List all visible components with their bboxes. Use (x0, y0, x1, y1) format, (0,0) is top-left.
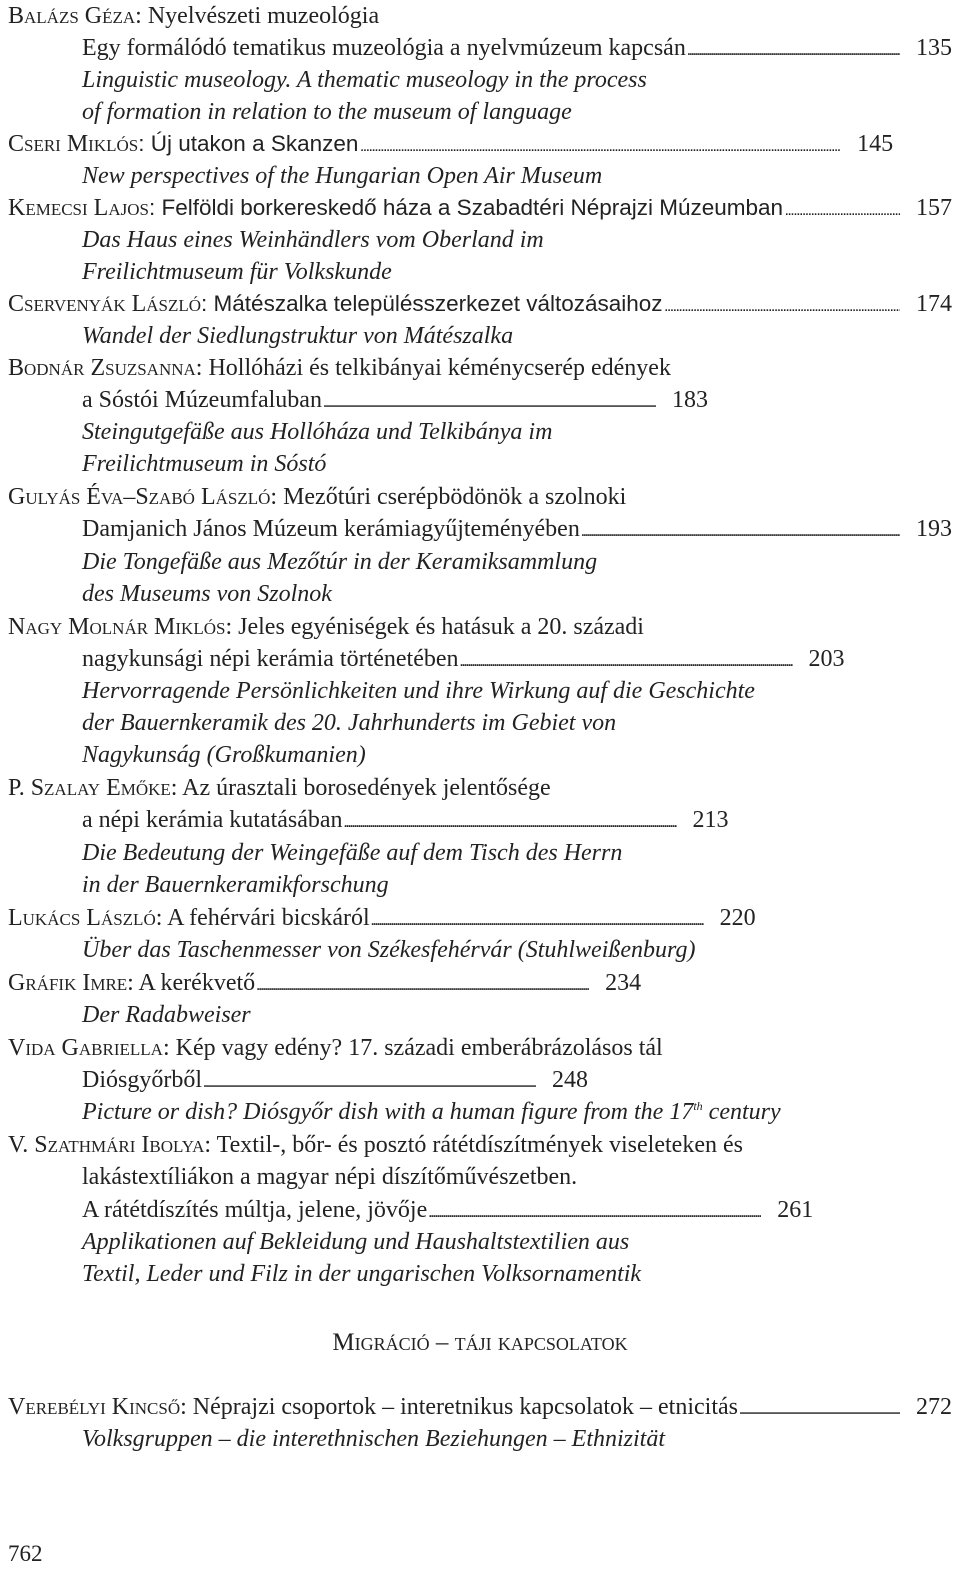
toc-entry-title-line[interactable]: Lukács László: A fehérvári bicskáról . . . 220 (8, 902, 952, 934)
toc-entry-heading: Bodnár Zsuzsanna: Hollóházi és telkibányai kéménycserép edények (8, 355, 671, 381)
toc-entry-heading: Gulyás Éva–Szabó László: Mezőtúri cserépbödönök a szolnoki (8, 484, 627, 510)
entry-title: nagykunsági népi kerámia történetében (82, 646, 459, 672)
toc-entry-heading: Balázs Géza: Nyelvészeti muzeológia (8, 3, 380, 29)
entry-translation: of formation in relation to the museum of language (82, 99, 572, 125)
entry-translation: Freilichtmuseum in Sóstó (82, 451, 327, 477)
entry-author: Nagy Molnár Miklós (8, 614, 226, 640)
entry-title: Nyelvészeti muzeológia (147, 3, 380, 29)
entry-author: Balázs Géza (8, 3, 136, 29)
section-heading: Migráció – táji kapcsolatok (332, 1329, 628, 1356)
entry-author: Bodnár Zsuzsanna (8, 355, 196, 381)
superscript: th (693, 1099, 703, 1113)
entry-title: A fehérvári bicskáról (167, 905, 370, 931)
toc-entry-heading: P. Szalay Emőke: Az úrasztali borosedények jelentősége (8, 775, 551, 801)
entry-title: Az úrasztali borosedények jelentősége (182, 775, 551, 801)
toc-entry-title-line[interactable] (82, 1194, 952, 1226)
toc-entry-title-line[interactable]: Cseri Miklós: Új utakon a Skanzen . . . 145 (8, 128, 952, 160)
page-number: 145 (857, 131, 894, 157)
page-number: 157 (916, 195, 952, 221)
toc-entry-title-line[interactable] (82, 384, 952, 416)
entry-translation: Picture or dish? Diósgyőr dish with a human figure from the 17th century (82, 1099, 781, 1125)
entry-translation: der Bauernkeramik des 20. Jahrhunderts im Gebiet von (82, 710, 617, 736)
entry-title: Textil-, bőr- és posztó rátétdíszítmények viseleteken és (216, 1132, 743, 1158)
entry-author: Gulyás Éva–Szabó László (8, 484, 271, 510)
toc-entry-title-line[interactable]: Kemecsi Lajos: Felföldi borkereskedő háza a Szabadtéri Néprajzi Múzeumban . . . 157 (8, 192, 952, 224)
entry-author: P. Szalay Emőke (8, 775, 171, 801)
toc-entry-title-line[interactable]: Cservenyák László: Mátészalka településszerkezet változásaihoz . . . 174 (8, 288, 952, 320)
entry-title: Damjanich János Múzeum kerámiagyűjteményében (82, 516, 580, 542)
entry-author: Cseri Miklós (8, 131, 139, 157)
page-number: 213 (692, 807, 729, 833)
toc-entry-heading: Nagy Molnár Miklós: Jeles egyéniségek és hatásuk a 20. századi (8, 614, 644, 640)
toc-entry-title-line[interactable] (82, 1064, 952, 1096)
entry-author: Lukács László (8, 905, 156, 931)
entry-title: Új utakon a Skanzen (150, 131, 359, 156)
entry-translation: Steingutgefäße aus Hollóháza und Telkibánya im (82, 419, 553, 445)
entry-title: A rátétdíszítés múltja, jelene, jövője (82, 1197, 428, 1223)
entry-title: Néprajzi csoportok – interetnikus kapcsolatok – etnicitás (192, 1394, 738, 1420)
entry-title: Egy formálódó tematikus muzeológia a nyelvmúzeum kapcsán (82, 35, 686, 61)
entry-title: Jeles egyéniségek és hatásuk a 20. századi (238, 614, 644, 640)
entry-translation: Linguistic museology. A thematic museology in the process (82, 67, 647, 93)
entry-title: Mezőtúri cserépbödönök a szolnoki (283, 484, 627, 510)
page-number: 203 (808, 646, 845, 672)
entry-title: Diósgyőrből (82, 1067, 202, 1093)
entry-author: V. Szathmári Ibolya (8, 1132, 205, 1158)
toc-entry-title-line[interactable] (82, 32, 952, 64)
entry-title: A kerékvető (138, 970, 256, 996)
page-number: 234 (605, 970, 642, 996)
entry-author: Verebélyi Kincső (8, 1394, 181, 1420)
toc-entry-title-line[interactable]: Gráfik Imre: A kerékvető . . . 234 (8, 967, 952, 999)
entry-translation: Über das Taschenmesser von Székesfehérvár (Stuhlweißenburg) (82, 937, 696, 963)
page-number: 183 (671, 387, 708, 413)
toc-entry-heading: V. Szathmári Ibolya: Textil-, bőr- és posztó rátétdíszítmények viseleteken és (8, 1132, 743, 1158)
toc-entry-title-line[interactable] (82, 643, 952, 675)
toc-entry-title-line[interactable] (82, 513, 952, 545)
entry-title: Mátészalka településszerkezet változásaihoz (213, 291, 663, 316)
entry-translation: Freilichtmuseum für Volkskunde (82, 259, 392, 285)
toc-entry-title-line[interactable] (82, 804, 952, 836)
toc-entry-heading: Vida Gabriella: Kép vagy edény? 17. századi emberábrázolásos tál (8, 1035, 663, 1061)
page-number: 193 (916, 516, 952, 542)
entry-translation: Das Haus eines Weinhändlers vom Oberland im (82, 227, 544, 253)
entry-title: Hollóházi és telkibányai kéménycserép edények (208, 355, 671, 381)
entry-translation: Hervorragende Persönlichkeiten und ihre Wirkung auf die Geschichte (82, 678, 755, 704)
entry-author: Cservenyák László (8, 291, 202, 317)
page-number: 272 (916, 1394, 952, 1420)
entry-author: Gráfik Imre (8, 970, 128, 996)
page-folio: 762 (8, 1541, 43, 1566)
page-number: 135 (916, 35, 952, 61)
entry-translation: Die Tongefäße aus Mezőtúr in der Keramiksammlung (82, 549, 598, 575)
entry-title: a népi kerámia kutatásában (82, 807, 343, 833)
page-number: 261 (777, 1197, 814, 1223)
entry-translation: Die Bedeutung der Weingefäße auf dem Tisch des Herrn (82, 840, 623, 866)
entry-author: Vida Gabriella (8, 1035, 163, 1061)
entry-translation: Applikationen auf Bekleidung und Haushaltstextilien aus (82, 1229, 630, 1255)
toc-entry-title-line[interactable]: Verebélyi Kincső: Néprajzi csoportok – interetnikus kapcsolatok – etnicitás . . . 272 (8, 1391, 952, 1423)
entry-translation: Nagykunság (Großkumanien) (82, 742, 366, 768)
entry-title: a Sóstói Múzeumfaluban (82, 387, 322, 413)
page-number: 174 (916, 291, 952, 317)
entry-title: Kép vagy edény? 17. századi emberábrázolásos tál (175, 1035, 663, 1061)
entry-translation: New perspectives of the Hungarian Open Air Museum (82, 163, 603, 189)
entry-translation: des Museums von Szolnok (82, 581, 332, 607)
entry-translation: Der Radabweiser (82, 1002, 251, 1028)
entry-translation: Wandel der Siedlungstruktur von Mátészalka (82, 323, 514, 349)
entry-translation: Textil, Leder und Filz in der ungarischen Volksornamentik (82, 1261, 642, 1287)
entry-translation: in der Bauernkeramikforschung (82, 872, 389, 898)
entry-title: lakástextíliákon a magyar népi díszítőművészetben. (82, 1164, 578, 1190)
page-number: 220 (719, 905, 756, 931)
entry-title: Felföldi borkereskedő háza a Szabadtéri Néprajzi Múzeumban (161, 195, 784, 220)
page-number: 248 (552, 1067, 588, 1093)
entry-author: Kemecsi Lajos (8, 195, 149, 221)
entry-translation: Volksgruppen – die interethnischen Beziehungen – Ethnizität (82, 1426, 666, 1452)
